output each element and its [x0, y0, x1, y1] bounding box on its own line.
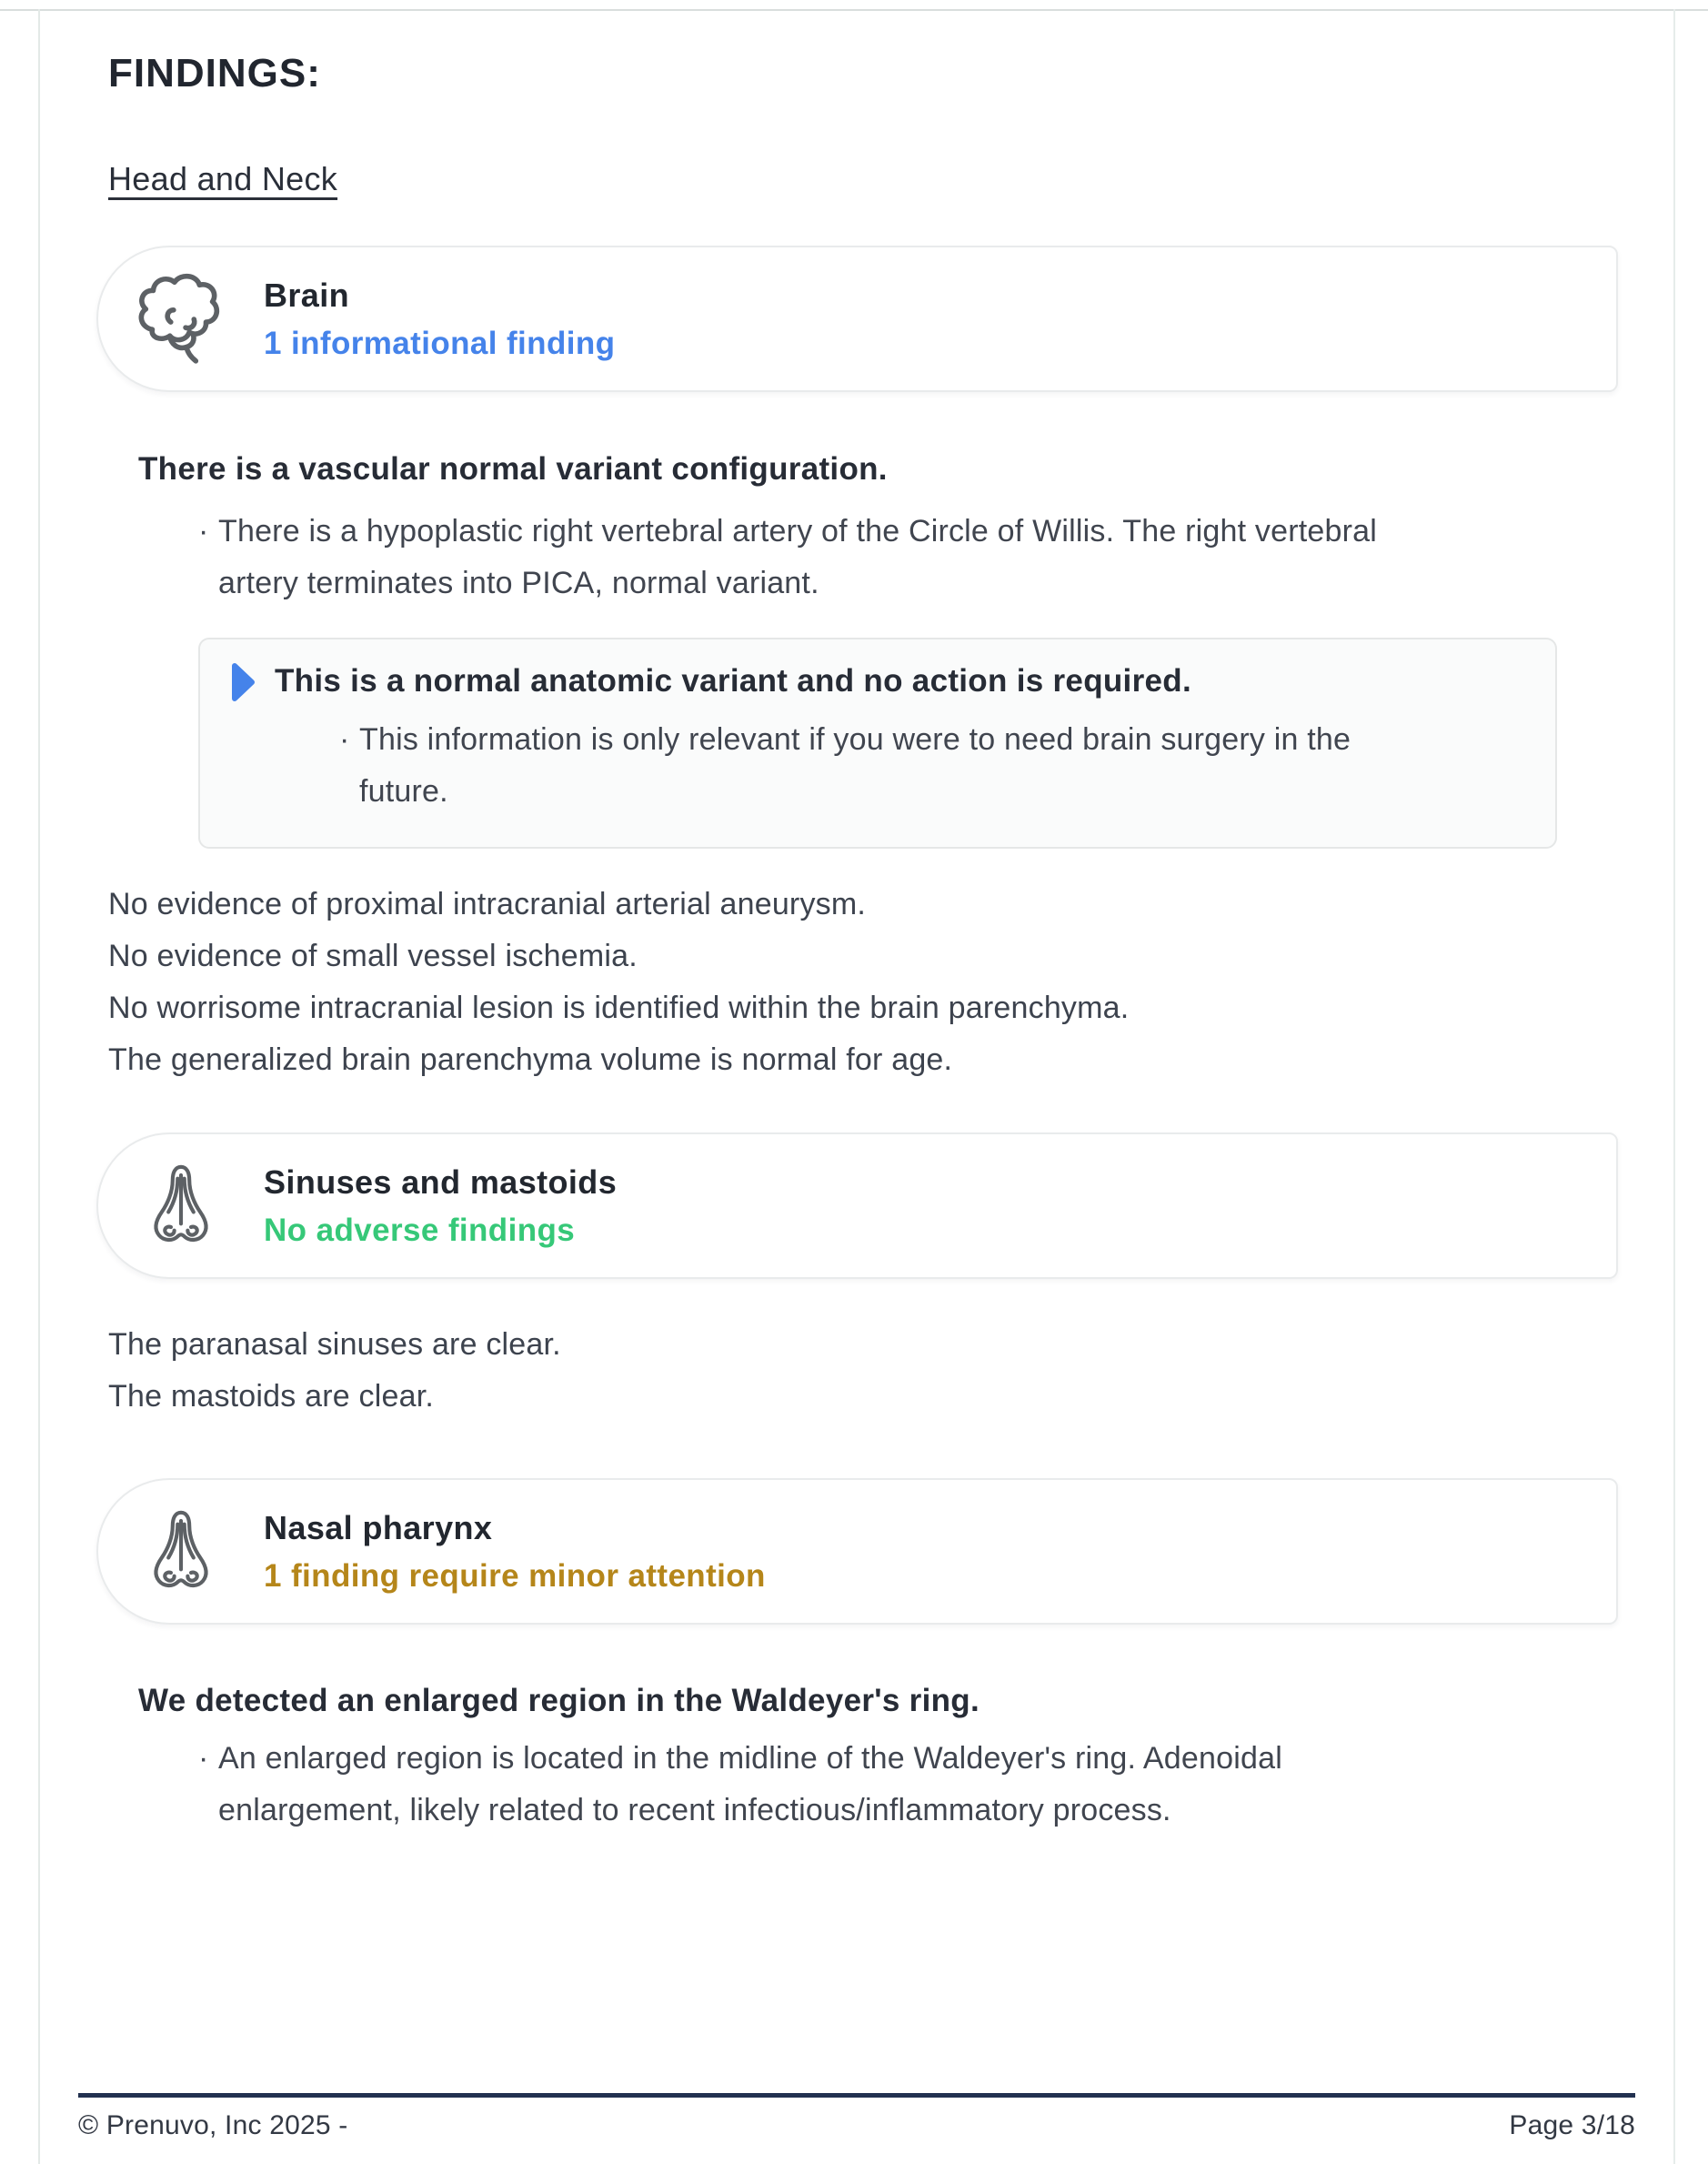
- organ-title: Brain: [264, 276, 350, 314]
- organ-status: 1 finding require minor attention: [264, 1557, 766, 1594]
- statement-line: The paranasal sinuses are clear.: [108, 1327, 561, 1362]
- bullet-dot: ·: [339, 722, 350, 757]
- footer: [78, 2110, 1635, 2141]
- page-left-border: [38, 9, 40, 2164]
- statement-line: The generalized brain parenchyma volume is normal for age.: [108, 1042, 953, 1077]
- callout-bullet: [339, 714, 1351, 818]
- region-heading: Head and Neck: [108, 160, 338, 197]
- brain-finding-bullet: [198, 506, 1377, 609]
- sinus-statements: [108, 1319, 561, 1423]
- bullet-text-line: artery terminates into PICA, normal variant.: [218, 566, 819, 600]
- brain-icon: [98, 268, 264, 370]
- bullet-text-line: An enlarged region is located in the midline of the Waldeyer's ring. Adenoidal: [218, 1741, 1282, 1776]
- brain-finding-heading: There is a vascular normal variant configuration.: [138, 451, 888, 487]
- organ-status: No adverse findings: [264, 1212, 576, 1248]
- statement-line: No worrisome intracranial lesion is identified within the brain parenchyma.: [108, 991, 1130, 1025]
- callout-heading: This is a normal anatomic variant and no action is required.: [275, 663, 1191, 699]
- bullet-text-line: There is a hypoplastic right vertebral artery of the Circle of Willis. The right vertebral: [218, 514, 1377, 549]
- brain-normal-statements: [108, 879, 1129, 1086]
- nose-icon: [98, 1159, 264, 1253]
- organ-status: 1 informational finding: [264, 325, 616, 361]
- statement-line: No evidence of small vessel ischemia.: [108, 939, 638, 973]
- nasal-finding-heading: We detected an enlarged region in the Waldeyer's ring.: [138, 1683, 980, 1718]
- page-right-border: [1673, 9, 1675, 2164]
- organ-card-nasal-pharynx: [96, 1478, 1618, 1625]
- bullet-text-line: This information is only relevant if you were to need brain surgery in the: [359, 722, 1351, 757]
- footer-copyright: © Prenuvo, Inc 2025 -: [78, 2110, 348, 2140]
- findings-heading: FINDINGS:: [108, 51, 321, 96]
- bullet-text-line: future.: [359, 774, 448, 809]
- nasal-finding-bullet: [198, 1733, 1282, 1837]
- footer-page-number: Page 3/18: [1509, 2110, 1635, 2140]
- organ-card-sinuses: [96, 1132, 1618, 1279]
- nose-icon: [98, 1505, 264, 1599]
- bullet-text-line: enlargement, likely related to recent infectious/inflammatory process.: [218, 1793, 1171, 1827]
- organ-card-brain: [96, 246, 1618, 392]
- footer-divider: [78, 2093, 1635, 2098]
- normal-variant-callout: [198, 638, 1557, 849]
- organ-title: Nasal pharynx: [264, 1508, 493, 1546]
- bullet-dot: ·: [198, 1741, 209, 1776]
- statement-line: The mastoids are clear.: [108, 1379, 434, 1414]
- organ-title: Sinuses and mastoids: [264, 1163, 618, 1201]
- bullet-dot: ·: [198, 514, 209, 549]
- callout-arrow-icon: [231, 662, 256, 702]
- page-top-border: [0, 9, 1708, 11]
- statement-line: No evidence of proximal intracranial arterial aneurysm.: [108, 887, 867, 921]
